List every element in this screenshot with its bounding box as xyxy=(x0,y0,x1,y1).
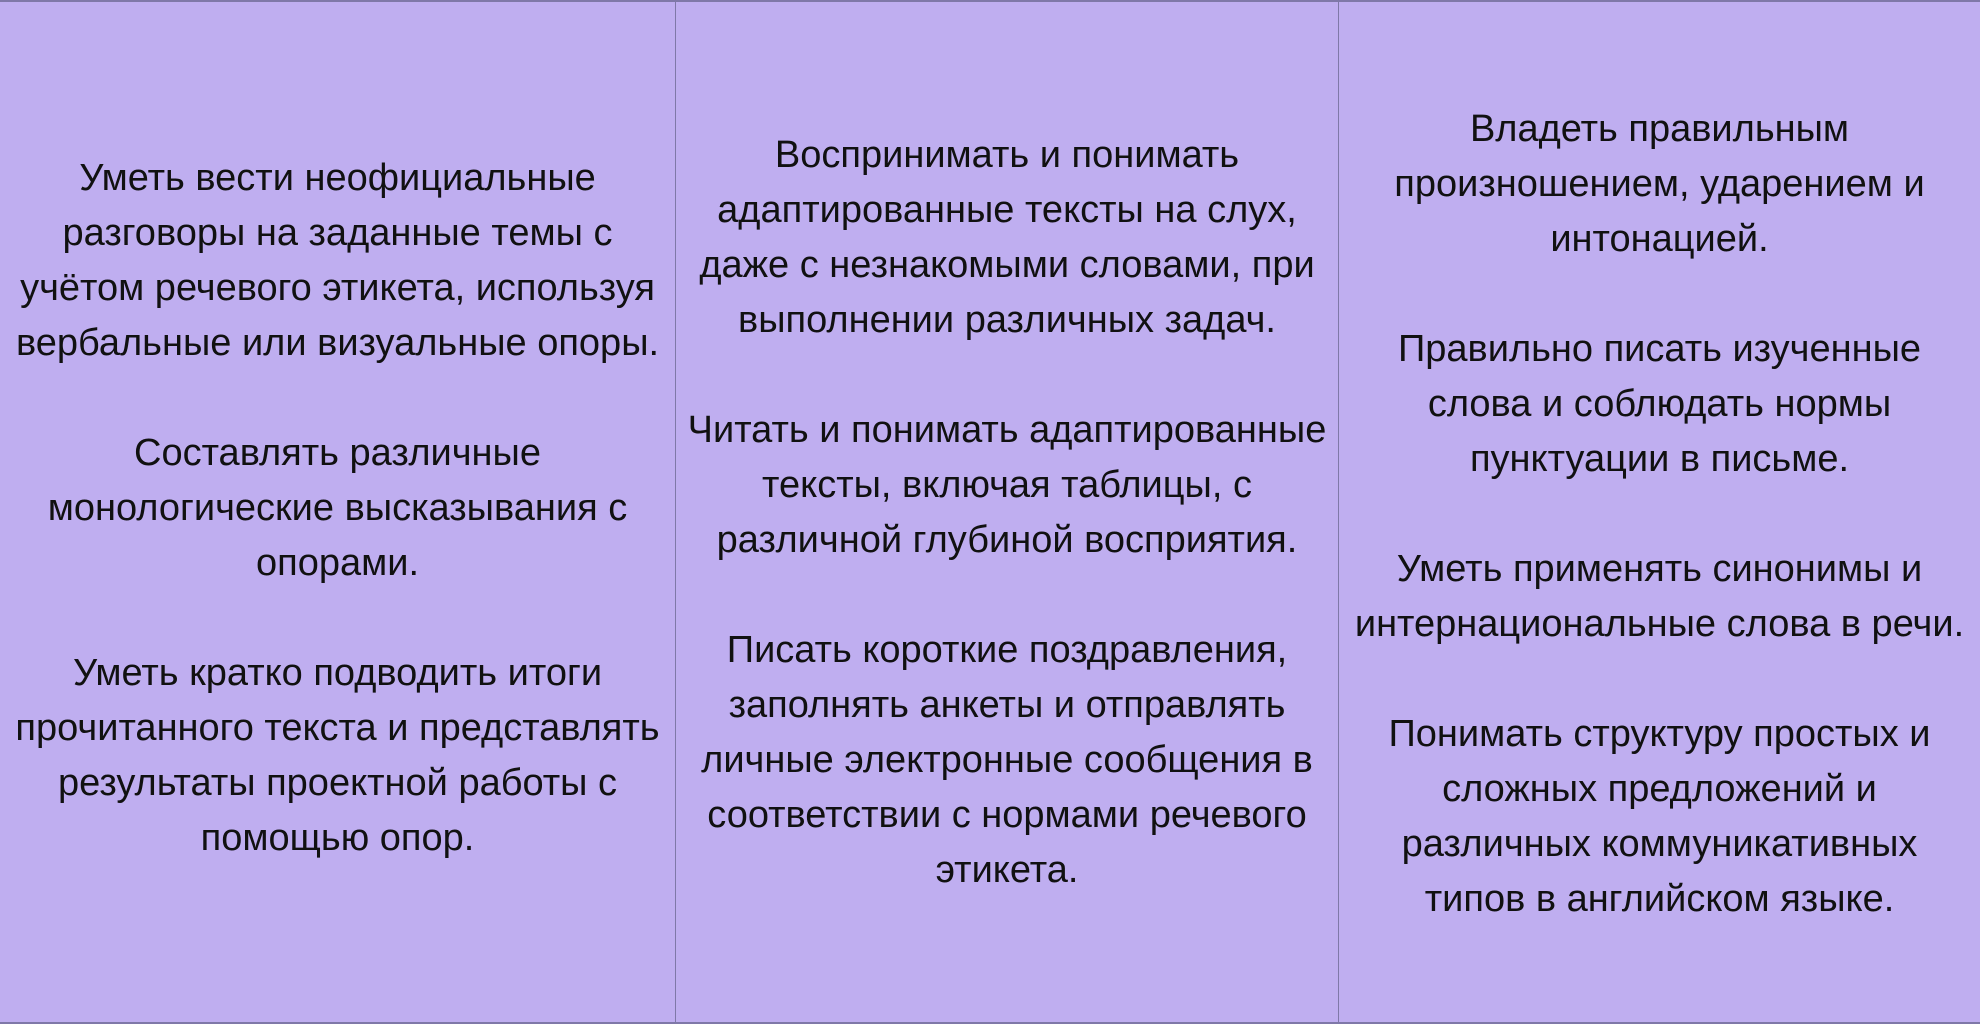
column-language-skills xyxy=(1339,2,1980,1022)
column-content xyxy=(0,151,675,866)
skill-item: Воспринимать и понимать адаптированные тексты на слух, даже с незнакомыми словами, при выполнении различных задач. xyxy=(699,134,1315,341)
skill-item: Владеть правильным произношением, ударением и интонацией. xyxy=(1394,107,1925,260)
column-speaking xyxy=(0,2,676,1022)
column-content xyxy=(676,128,1338,898)
skill-item: Понимать структуру простых и сложных предложений и различных коммуникативных типов в английском языке. xyxy=(1388,712,1931,920)
skill-item: Составлять различные монологические высказывания с опорами. xyxy=(47,431,628,584)
skill-item: Уметь вести неофициальные разговоры на заданные темы с учётом речевого этикета, используя вербальные или визуальные опоры. xyxy=(15,156,660,364)
skill-item: Уметь применять синонимы и интернациональные слова в речи. xyxy=(1354,547,1965,645)
skill-item: Уметь кратко подводить итоги прочитанного текста и представлять результаты проектной работы с помощью опор. xyxy=(15,651,660,859)
skill-item: Правильно писать изученные слова и соблюдать нормы пунктуации в письме. xyxy=(1397,327,1922,480)
skill-item: Читать и понимать адаптированные тексты, включая таблицы, с различной глубиной восприятия. xyxy=(687,409,1327,561)
column-reading-writing xyxy=(676,2,1339,1022)
skill-item: Писать короткие поздравления, заполнять анкеты и отправлять личные электронные сообщения в соответствии с нормами речевого этикета. xyxy=(701,629,1313,891)
column-content xyxy=(1339,102,1980,927)
